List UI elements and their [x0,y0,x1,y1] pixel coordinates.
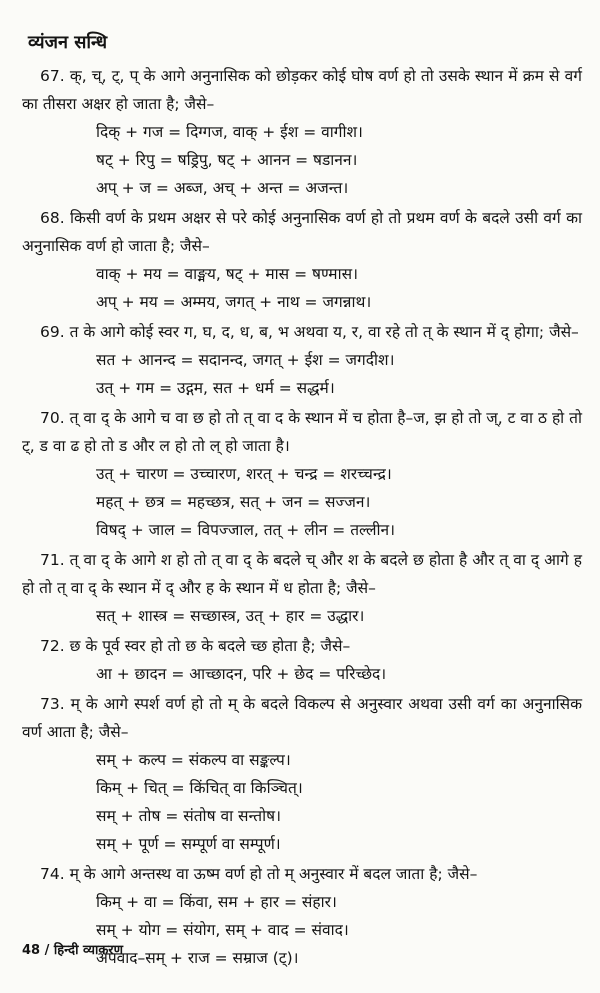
example-line: अप् + मय = अम्मय, जगत् + नाथ = जगन्नाथ। [96,293,372,311]
rule-number: 68. [40,209,65,227]
rule-text: क्, च्, ट्, प् के आगे अनुनासिक को छोड़कर कोई घोष वर्ण हो तो उसके स्थान में क्रम से वर्ग का तीसरा अक्षर हो जाता है; जैसे– [22,67,582,113]
example-line: अप् + ज = अब्ज, अच् + अन्त = अजन्त। [96,179,349,197]
rule-text: म् के आगे स्पर्श वर्ण हो तो म् के बदले विकल्प से अनुस्वार अथवा उसी वर्ग का अनुनासिक वर्ण आता है; जैसे– [22,695,582,741]
example-line: अपवाद–सम् + राज = सम्राज (ट्)। [96,949,299,967]
example-line: सम् + कल्प = संकल्प वा सङ्कल्प। [96,751,291,769]
rule-text: त के आगे कोई स्वर ग, घ, द, ध, ब, भ अथवा य, र, वा रहे तो त् के स्थान में द् होगा; जैसे– [69,323,579,341]
rule-number: 70. [40,409,65,427]
example-line: सम् + तोष = संतोष वा सन्तोष। [96,807,281,825]
rule-number: 69. [40,323,65,341]
example-line: षट् + रिपु = षड्रिपु, षट् + आनन = षडानन। [96,151,358,169]
example-line: उत् + चारण = उच्चारण, शरत् + चन्द्र = शरच्चन्द्र। [96,465,392,483]
section-heading: व्यंजन सन्धि [28,32,108,53]
example-line: महत् + छत्र = महच्छत्र, सत् + जन = सज्जन। [96,493,371,511]
rule-paragraph [22,546,582,602]
example-line: किम् + चित् = किंचित् वा किञ्चित्। [96,779,303,797]
rule-number: 72. [40,637,65,655]
rule-text: त् वा द् के आगे च वा छ हो तो त् वा द के स्थान में च होता है–ज, झ हो तो ज्, ट वा ठ हो तो ट्, ड वा ढ हो तो ड और ल हो तो ल् हो जाता है। [22,409,582,455]
rule-text: म् के आगे अन्तस्थ वा ऊष्म वर्ण हो तो म् अनुस्वार में बदल जाता है; जैसे– [69,865,478,883]
rule-text: किसी वर्ण के प्रथम अक्षर से परे कोई अनुनासिक वर्ण हो तो प्रथम वर्ण के बदले उसी वर्ग का अनुनासिक वर्ण हो जाता है; जैसे– [22,209,582,255]
page-footer: 48 / हिन्दी व्याकरण [22,943,124,958]
rules-list [22,62,582,972]
rule-number: 71. [40,551,65,569]
rule-text: छ के पूर्व स्वर हो तो छ के बदले च्छ होता है; जैसे– [69,637,351,655]
rule-paragraph [22,860,582,888]
example-line: उत् + गम = उद्गम, सत + धर्म = सद्धर्म। [96,379,335,397]
example-line: सम् + योग = संयोग, सम् + वाद = संवाद। [96,921,349,939]
rule-text: त् वा द् के आगे श हो तो त् वा द् के बदले च् और श के बदले छ होता है और त् वा द् आगे ह हो तो त् वा द् के स्थान में द् और ह के स्थान में ध होता है; जैसे– [22,551,582,597]
example-line: दिक् + गज = दिग्गज, वाक् + ईश = वागीश। [96,123,363,141]
example-line: सत + आनन्द = सदानन्द, जगत् + ईश = जगदीश। [96,351,395,369]
rule-paragraph [22,632,582,660]
example-line: सम् + पूर्ण = सम्पूर्ण वा सम्पूर्ण। [96,835,281,853]
rule-paragraph [22,62,582,118]
example-line: वाक् + मय = वाङ्मय, षट् + मास = षण्मास। [96,265,358,283]
example-line: सत् + शास्त्र = सच्छास्त्र, उत् + हार = उद्धार। [96,607,365,625]
rule-number: 74. [40,865,65,883]
rule-paragraph [22,404,582,460]
example-line: आ + छादन = आच्छादन, परि + छेद = परिच्छेद। [96,665,387,683]
rule-paragraph [22,690,582,746]
rule-paragraph [22,318,582,346]
example-line: विषद् + जाल = विपज्जाल, तत् + लीन = तल्लीन। [96,521,396,539]
example-line: किम् + वा = किंवा, सम + हार = संहार। [96,893,337,911]
rule-number: 73. [40,695,65,713]
rule-paragraph [22,204,582,260]
rule-number: 67. [40,67,65,85]
